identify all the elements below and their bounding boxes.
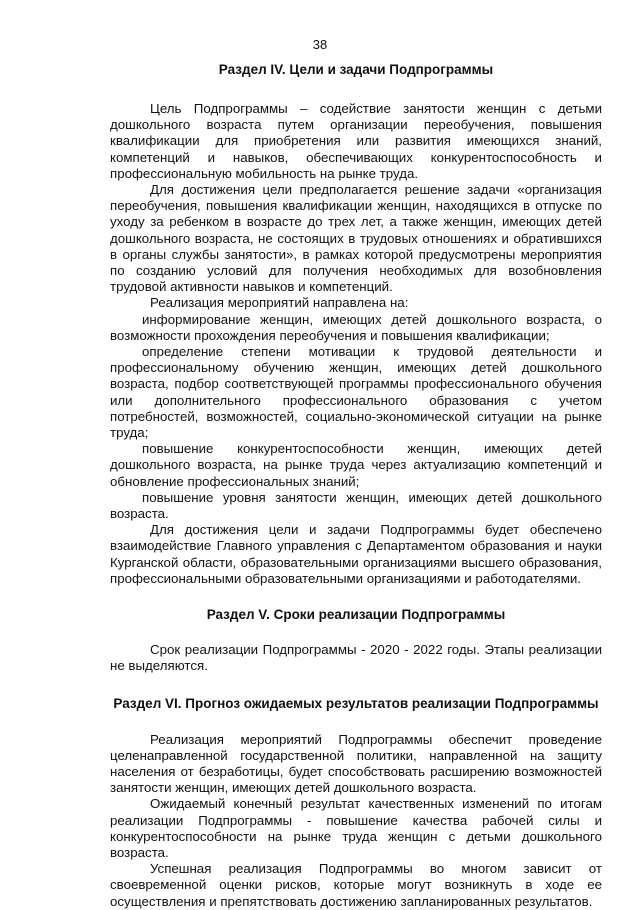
section-4-list-item: повышение конкурентоспособности женщин, имеющих детей дошкольного возраста, на рынке труда через актуализацию компетенций и обновление профессиональных знаний; (110, 441, 602, 489)
section-4-title: Раздел IV. Цели и задачи Подпрограммы (218, 62, 494, 77)
section-6-paragraph: Реализация мероприятий Подпрограммы обеспечит проведение целенаправленной государственной политики, направленной на защиту населения от безработицы, будет способствовать расширению возможностей занятости женщин, имеющих детей дошкольного возраста. (110, 731, 602, 796)
section-4-list-item: определение степени мотивации к трудовой деятельности и профессиональному обучению женщин, имеющих детей дошкольного возраста, подбор соответствующей программы профессионального обучения или дополнительного профессионального образования с учетом потребностей, возможностей, социально-экономической ситуации на рынке труда; (110, 344, 602, 441)
section-6-title: Раздел VI. Прогноз ожидаемых результатов реализации Подпрограммы (113, 695, 599, 711)
section-6-paragraph: Успешная реализация Подпрограммы во многом зависит от своевременной оценки рисков, которые могут возникнуть в ходе ее осуществления и препятствовать достижению запланированных результатов. (110, 861, 602, 909)
section-5-paragraph: Срок реализации Подпрограммы - 2020 - 2022 годы. Этапы реализации не выделяются. (110, 642, 602, 674)
section-4-paragraph: Для достижения цели предполагается решение задачи «организация переобучения, повышения квалификации женщин, находящихся в отпуске по уходу за ребенком в возрасте до трех лет, а также женщин, имеющих детей дошкольного возраста, не состоящих в трудовых отношениях и обратившихся в органы службы занятости», в рамках которой предусмотрены мероприятия по созданию условий для получения необходимых для возобновления трудовой активности навыков и компетенций. (110, 182, 602, 295)
section-5-title: Раздел V. Сроки реализации Подпрограммы (206, 607, 506, 623)
section-4-list-item: информирование женщин, имеющих детей дошкольного возраста, о возможности прохождения переобучения и повышения квалификации; (110, 311, 602, 343)
section-4-list-item: повышение уровня занятости женщин, имеющих детей дошкольного возраста. (110, 489, 602, 522)
section-6-paragraph: Ожидаемый конечный результат качественных изменений по итогам реализации Подпрограммы - повышение качества рабочей силы и конкурентоспособности на рынке труда женщин с детьми дошкольного возраста. (110, 796, 602, 860)
section-4-closing-paragraph: Для достижения цели и задачи Подпрограммы будет обеспечено взаимодействие Главного управления с Департаментом образования и науки Курганской области, образовательными организациями высшего образования, профессиональными образовательными организациями и работодателями. (110, 522, 602, 586)
section-4-paragraph: Реализация мероприятий направлена на: (150, 295, 409, 311)
section-4-paragraph: Цель Подпрограммы – содействие занятости женщин с детьми дошкольного возраста путем организации переобучения, повышения квалификации для приобретения или развития имеющихся знаний, компетенций и навыков, обеспечивающих конкурентоспособность и профессиональную мобильность на рынке труда. (110, 101, 602, 181)
page-number: 38 (312, 37, 328, 52)
